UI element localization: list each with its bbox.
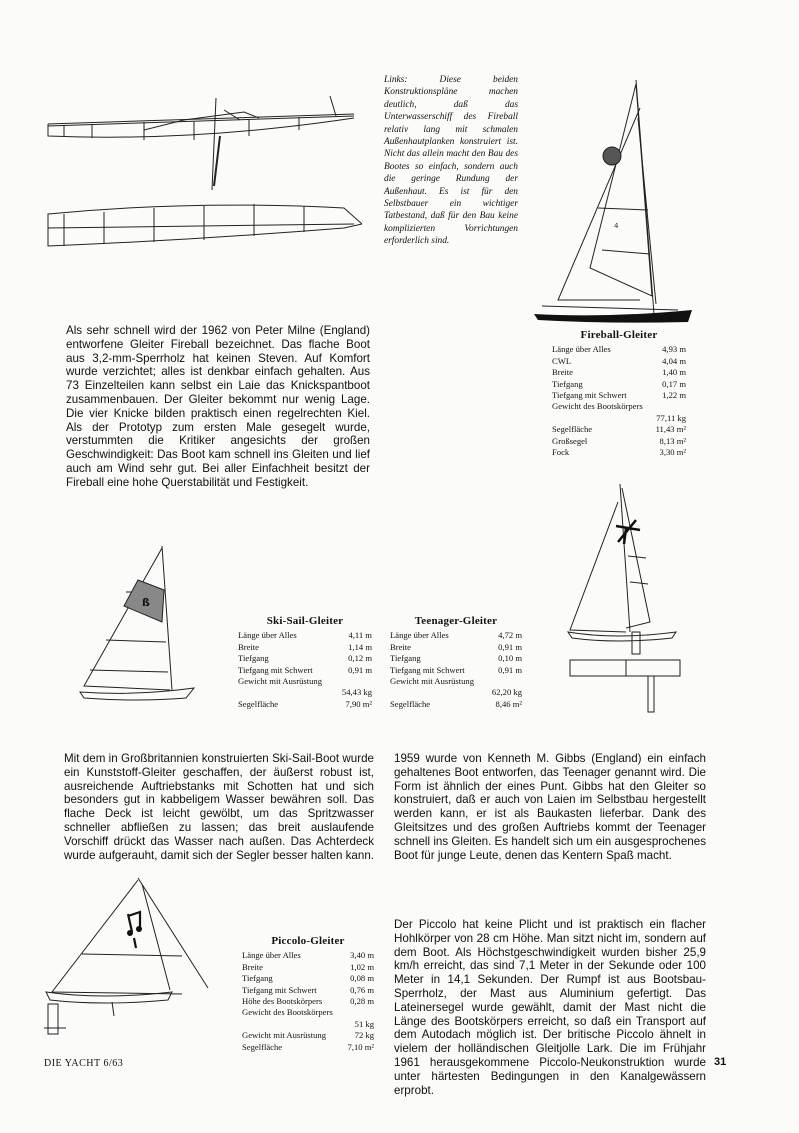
spec-row: Länge über Alles 3,40 m xyxy=(242,950,374,961)
spec-row: Gewicht des Bootskörpers xyxy=(552,401,643,412)
teenager-spec-table xyxy=(390,616,522,710)
spec-row: Gewicht mit Ausrüstung 72 kg xyxy=(242,1030,374,1041)
spec-row: Tiefgang mit Schwert 0,91 m xyxy=(238,664,372,675)
spec-row: Segelfläche 11,43 m² xyxy=(552,424,686,435)
spec-row: CWL 4,04 m xyxy=(552,355,686,366)
spec-row: Tiefgang 0,12 m xyxy=(238,653,372,664)
fireball-hull-plans xyxy=(44,90,362,260)
skisail-sail-drawing xyxy=(76,544,198,708)
piccolo-sail-drawing xyxy=(42,876,214,1042)
fireball-spec-title: Fireball-Gleiter xyxy=(580,329,658,341)
fireball-sail-drawing xyxy=(528,78,700,324)
svg-text:4: 4 xyxy=(614,222,619,230)
spec-row: Gewicht des Bootskörpers xyxy=(242,1007,333,1018)
spec-row: Segelfläche 7,90 m² xyxy=(238,698,372,709)
spec-row: Länge über Alles 4,11 m xyxy=(238,630,372,641)
spec-row: Gewicht mit Ausrüstung xyxy=(238,676,323,687)
spec-row: Großsegel 8,13 m² xyxy=(552,435,686,446)
spec-row: Segelfläche 8,46 m² xyxy=(390,698,522,709)
spec-row: Segelfläche 7,10 m² xyxy=(242,1041,374,1052)
skisail-article: Mit dem in Großbritannien konstruierten Ski-Sail-Boot wurde ein Kunststoff-Gleiter geschaffen, der äußerst robust ist, ausreichende Auftriebstanks mit Schotten hat und sich besonders gut in kabbeligem Wasser bewähren soll. Das flache Deck ist leicht gewölbt, um das Spritzwasser schneller abfließen zu lassen; das breit auslaufende Vorschiff drückt das Wasser nach außen. Das Achterdeck wurde aufgerauht, damit sich der Segler besser halten kann. xyxy=(64,752,374,862)
spec-row: Tiefgang 0,10 m xyxy=(390,653,522,664)
spec-row: Tiefgang mit Schwert 0,76 m xyxy=(242,984,374,995)
spec-row: Gewicht mit Ausrüstung xyxy=(390,676,475,687)
hull-plans-caption: Links: Diese beiden Konstruktionspläne machen deutlich, daß das Unterwasserschiff des Fireball relativ lang mit schmalen Außenhautplanken konstruiert ist. Nicht das allein macht den Bau des Bootes so einfach, sondern auch die geringe Rundung der Außenhaut. Es ist für den Selbstbauer ein wichtiger Tatbestand, daß für den Bau keine komplizierten Vorrichtungen erforderlich sind. xyxy=(384,75,518,247)
spec-row: Breite 1,40 m xyxy=(552,367,686,378)
fireball-article: Als sehr schnell wird der 1962 von Peter Milne (England) entworfene Gleiter Fireball bezeichnet. Das flache Boot aus 3,2-mm-Sperrholz hat keinen Steven. Auf Komfort wurde verzichtet; alles ist denkbar einfach gehalten. Aus 73 Einzelteilen kann selbst ein Laie das Knickspantboot zusammenbauen. Der Gleiter bekommt nur wenig Lage. Die vier Knicke bilden praktisch einen regelrechten Kiel. Als der Prototyp zum ersten Male gesegelt wurde, verstummten die Kritiker angesichts der großen Geschwindigkeit: Das Boot kam schnell ins Gleiten und lief auch am Wind sehr gut. Bei aller Einfachheit besitzt der Fireball eine hohe Querstabilität und Festigkeit. xyxy=(66,324,370,489)
teenager-sail-drawing xyxy=(566,482,686,714)
skisail-spec-title: Ski-Sail-Gleiter xyxy=(266,615,344,627)
page-number: 31 xyxy=(714,1056,727,1068)
teenager-spec-title: Teenager-Gleiter xyxy=(414,615,498,627)
spec-row: Tiefgang mit Schwert 0,91 m xyxy=(390,664,522,675)
piccolo-article: Der Piccolo hat keine Plicht und ist praktisch ein flacher Hohlkörper von 28 cm Höhe. Man sitzt nicht im, sondern auf dem Boot. Als Höchstgeschwindigkeit wurden bisher 25,9 km/h erreicht, das sind 7,1 Meter in der Sekunde oder 100 Meter in 14,1 Sekunden. Der Rumpf ist aus Bootsbau-Sperrholz, der Mast aus Aluminium gefertigt. Das Lateinersegel wurde gewählt, damit der Mast nicht die Länge des Bootskörpers erreicht, so daß ein Transport auf dem Autodach möglich ist. Der britische Piccolo ähnelt in vielem der holländischen Gleitjolle Lark. Die im Frühjahr 1961 herausgekommene Piccolo-Neukonstruktion wurde unter härtesten Bedingungen in den Kanalgewässern erprobt. xyxy=(394,918,706,1097)
fireball-spec-table xyxy=(552,330,686,458)
svg-text:ß: ß xyxy=(142,596,150,609)
spec-row: 51 kg xyxy=(354,1018,374,1029)
spec-row: Fock 3,30 m² xyxy=(552,447,686,458)
spec-row: Tiefgang 0,08 m xyxy=(242,973,374,984)
spec-row: Tiefgang 0,17 m xyxy=(552,378,686,389)
spec-row: Breite 1,14 m xyxy=(238,641,372,652)
spec-row: Länge über Alles 4,72 m xyxy=(390,630,522,641)
spec-row: Breite 0,91 m xyxy=(390,641,522,652)
spec-row: Breite 1,02 m xyxy=(242,961,374,972)
skisail-spec-table xyxy=(238,616,372,710)
spec-row: 77,11 kg xyxy=(656,412,686,423)
spec-row: 62,20 kg xyxy=(491,687,522,698)
piccolo-spec-table xyxy=(242,936,374,1053)
spec-row: Länge über Alles 4,93 m xyxy=(552,344,686,355)
spec-row: 54,43 kg xyxy=(341,687,372,698)
spec-row: Höhe des Bootskörpers 0,28 m xyxy=(242,996,374,1007)
spec-row: Tiefgang mit Schwert 1,22 m xyxy=(552,390,686,401)
piccolo-spec-title: Piccolo-Gleiter xyxy=(271,935,345,947)
magazine-footer: DIE YACHT 6/63 xyxy=(44,1058,124,1069)
teenager-article: 1959 wurde von Kenneth M. Gibbs (England) ein einfach gehaltenes Boot entworfen, das Teenager genannt wird. Die Form ist ähnlich der eines Punt. Gibbs hat den Gleiter so konstruiert, daß er auch von Laien im Selbstbau hergestellt werden kann, er ist als Baukasten lieferbar. Dank des Gleitsitzes und des großen Auftriebs kommt der Teenager schnell ins Gleiten. Es handelt sich um ein ausgesprochenes Boot für junge Leute, denen das Kentern Spaß macht. xyxy=(394,752,706,862)
